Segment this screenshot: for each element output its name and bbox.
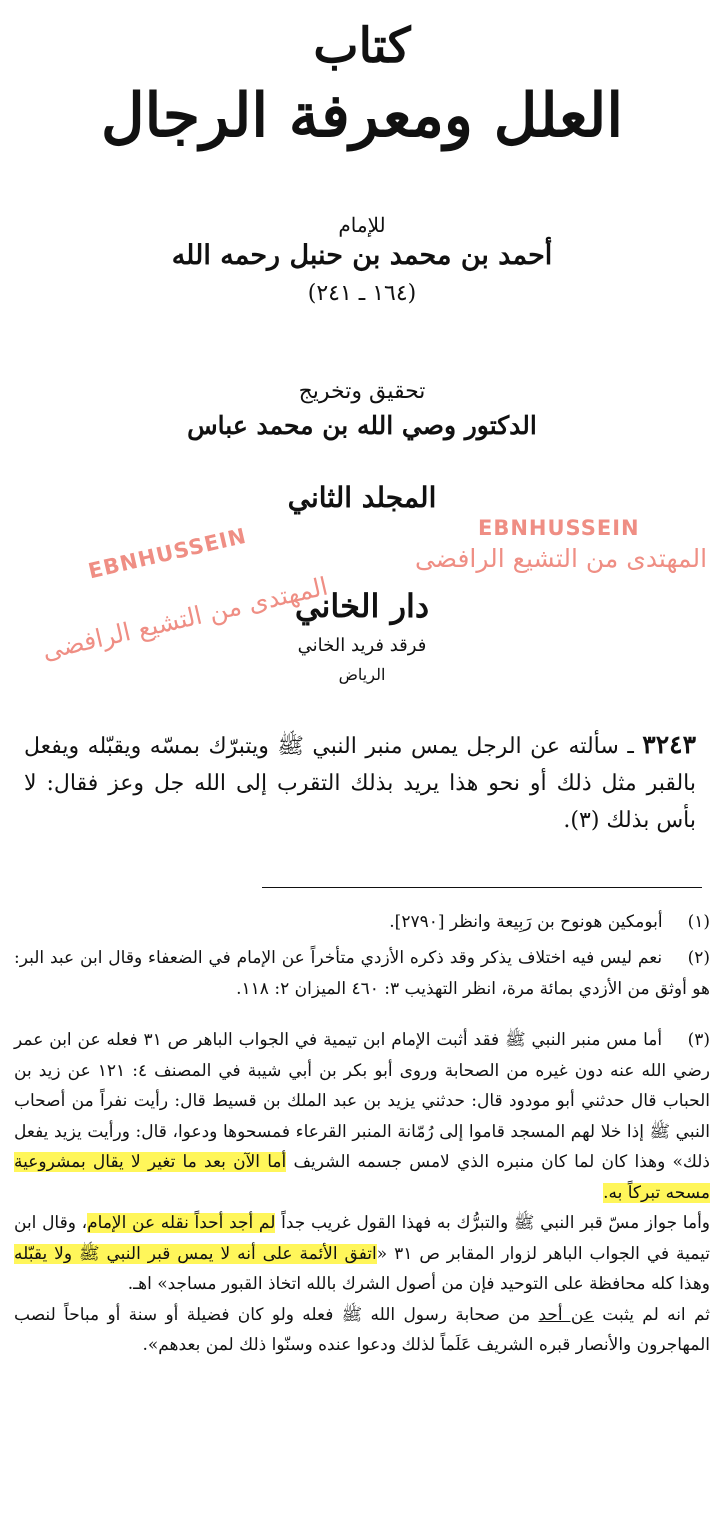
watermark-arabic-right: المهتدى من التشيع الرافضى [414,544,708,573]
author-years: (١٦٤ ـ ٢٤١) [307,281,417,306]
footnote-2-text: نعم ليس فيه اختلاف يذكر وقد ذكره الأزدي متأخراً عن الإمام في الضعفاء وقال ابن عبد البر: هو أوثق من الأزدي بمائة مرة، انظر التهذيب ٣: ٤٦٠ الميزان ٢: ١١٨. [14,948,710,999]
entry-paragraph [24,726,696,839]
footnote-3-marker: (٣) [687,1030,710,1050]
footnote-3-text-2c: وهذا كله محافظة على التوحيد فإن من أصول الشرك بالله اتخاذ القبور مساجد» اهـ. [127,1274,710,1294]
footnote-1-text: أبومكين هونوح بن رَبِيعة وانظر [٢٧٩٠]. [389,912,663,932]
highlight-2: لم أجد أحداً نقله عن الإمام [87,1213,276,1233]
highlight-1: أما الآن بعد ما تغير لا يقال بمشروعية مسحه تبركاً به. [14,1152,710,1203]
editor-name: الدكتور وصي الله بن محمد عباس [187,411,537,440]
footnote-1 [14,907,710,938]
highlight-3: اتفق الأئمة على أنه لا يمس قبر النبي ﷺ ولا يقبّله [14,1243,377,1264]
underlined-phrase: عن أحد [538,1304,594,1325]
footnote-3 [14,1025,710,1361]
entry-number: ٣٢٤٣ [642,730,696,759]
watermark-latin-left: EBNHUSSEIN [86,523,249,584]
publisher-city: الرياض [338,665,386,684]
author-name: أحمد بن محمد بن حنبل رحمه الله [171,240,553,271]
entry-text: سألته عن الرجل يمس منبر النبي ﷺ ويتبرّك بمسّه ويقبّله ويفعل بالقبر مثل ذلك أو نحو هذا يريد بذلك التقرب إلى الله جل وعز فقال: لا بأس بذلك (٣). [24,734,696,833]
watermark-latin-right: EBNHUSSEIN [478,516,640,540]
publisher-branch: فرقد فريد الخاني [297,635,427,656]
tahqiq-label: تحقيق وتخريج [298,379,426,404]
footnote-3-paragraph-2 [14,1208,710,1300]
footnote-3-text-2a: وأما جواز مسّ قبر النبي ﷺ والتبرُّك به فهذا القول غريب جداً [281,1213,711,1233]
footnote-2 [14,943,710,1004]
footnote-3-text-1: أما مس منبر النبي ﷺ فقد أثبت الإمام ابن تيمية في الجواب الباهر ص ٣١ فعله عن ابن عمر رضي الله عنه دون غيره من الصحابة وروى أبو بكر بن أبي شيبة في المصنف ٤: ١٢١ عن زيد بن الحباب قال حدثني أبو مودود قال: حدثني يزيد بن عبد الملك بن قسيط قال: رأيت نفراً من أصحاب النبي ﷺ إذا خلا لهم المسجد قاموا إلى رُمّانة المنبر القرعاء فمسحوها ودعوا، قال: ورأيت يزيد يفعل ذلك» وهذا كان لما كان منبره الذي لامس جسمه الشريف [14,1030,710,1172]
footnote-3-paragraph-1 [14,1025,710,1208]
footnote-3-text-3a: ثم انه لم يثبت [602,1304,710,1325]
publisher-name: دار الخاني [294,587,430,625]
footnote-3-paragraph-3 [14,1300,710,1361]
footnote-2-marker: (٢) [687,948,710,968]
imam-label: للإمام [338,213,386,237]
volume-label: المجلد الثاني [287,481,437,514]
book-title-line2: العلل ومعرفة الرجال [100,81,623,151]
footnote-1-marker: (١) [687,912,710,932]
footnote-3-text-2b: ، وقال ابن تيمية في الجواب الباهر لزوار المقابر ص ٣١ « [14,1213,710,1264]
entry-dash: ـ [627,734,634,759]
footnote-separator [262,887,702,888]
footnote-3-text-3b: من صحابة رسول الله ﷺ فعله ولو كان فضيلة أو سنة أو مباحاً لنصب المهاجرون والأنصار قبره الشريف عَلَماً لذلك ودعوا عنده وسنّوا ذلك لمن بعدهم». [14,1304,710,1355]
book-title-line1: كتاب [313,18,411,74]
watermark-arabic-left: المهتدى من التشيع الرافضى [39,571,331,666]
